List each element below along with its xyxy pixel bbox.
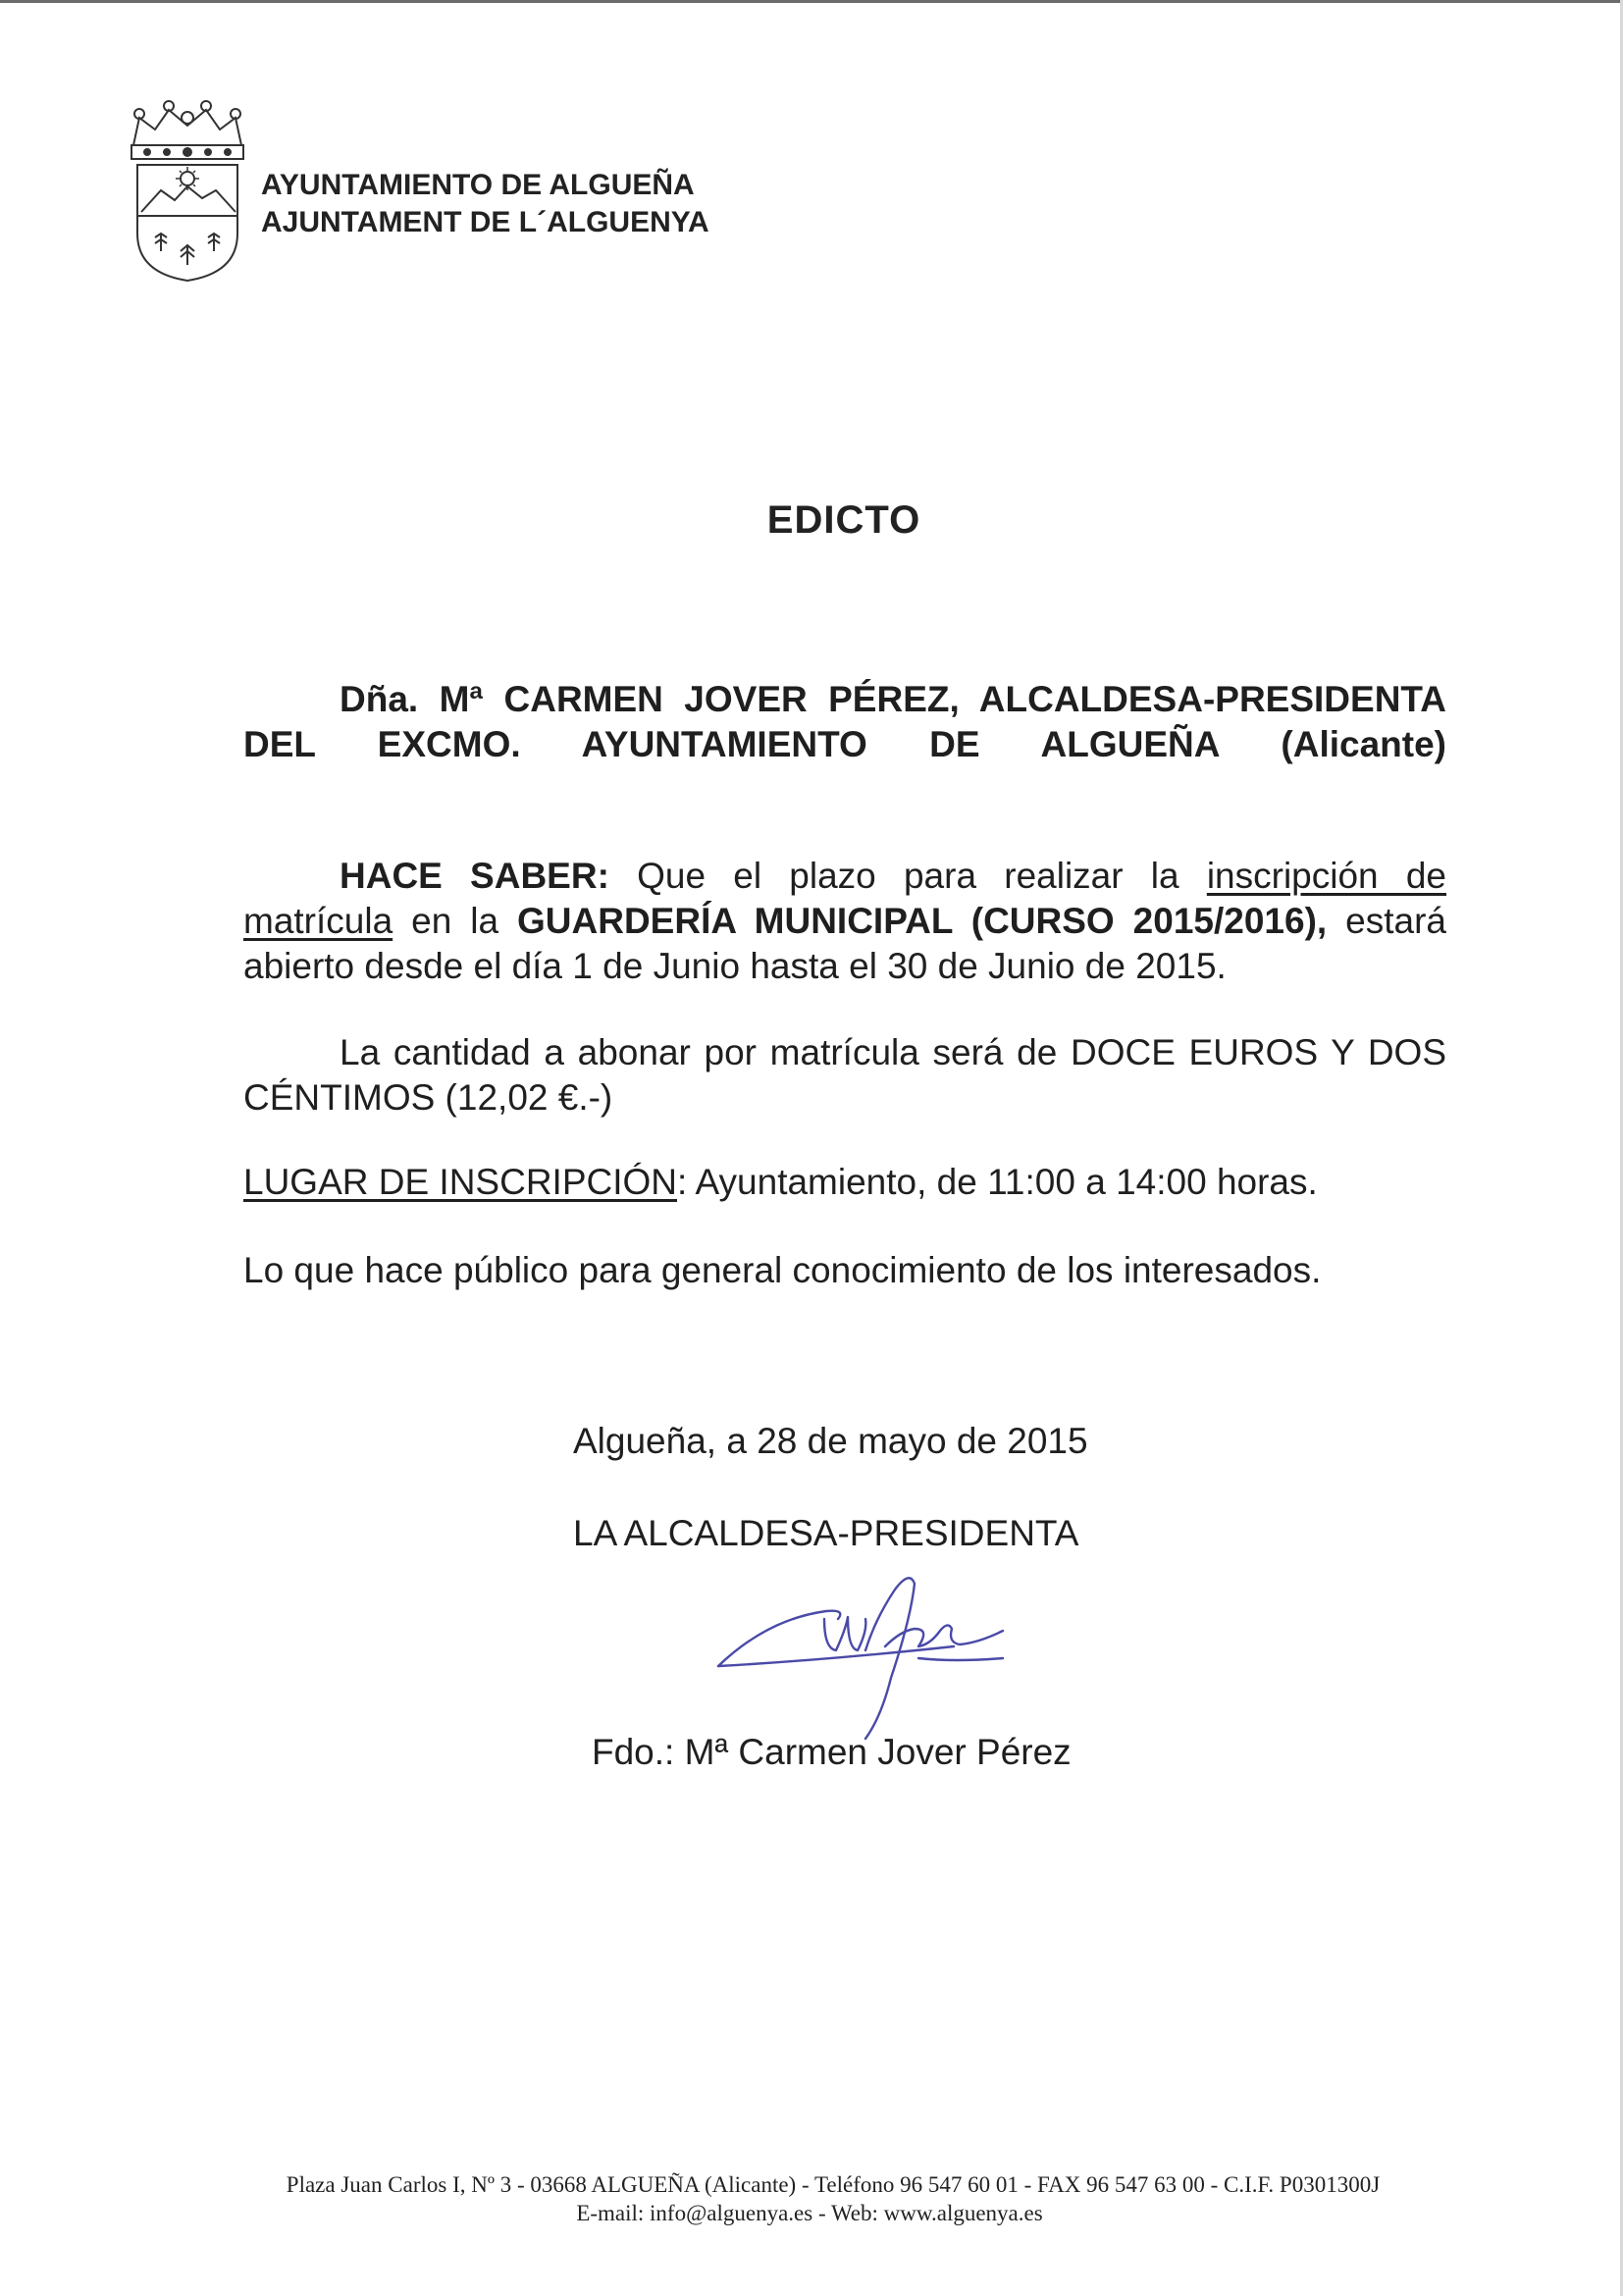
inscription-underlined: inscripción de matrícula bbox=[243, 856, 1446, 941]
guarderia-bold: GUARDERÍA MUNICIPAL (CURSO 2015/2016), bbox=[517, 901, 1328, 941]
organization-header bbox=[261, 167, 709, 241]
scan-top-edge bbox=[0, 0, 1623, 3]
hace-saber-label: HACE SABER: bbox=[340, 856, 609, 896]
footer-contact: E-mail: info@alguenya.es - Web: www.alguenya.es bbox=[576, 2201, 1043, 2225]
hace-saber-text-b: en la bbox=[393, 901, 518, 941]
signed-by: Fdo.: Mª Carmen Jover Pérez bbox=[592, 1732, 1072, 1772]
paragraph-place bbox=[243, 1160, 1446, 1205]
place-label: LUGAR DE INSCRIPCIÓN bbox=[243, 1162, 678, 1202]
organization-name-va: AJUNTAMENT DE L´ALGUENYA bbox=[261, 206, 709, 238]
footer-address: Plaza Juan Carlos I, Nº 3 - 03668 ALGUEÑA (Alicante) - Teléfono 96 547 60 01 - FAX 96 547 63 00 - C.I.F. P0301300J bbox=[286, 2172, 1381, 2197]
municipal-crest-icon bbox=[126, 96, 249, 283]
signer-role: LA ALCALDESA-PRESIDENTA bbox=[573, 1513, 1079, 1553]
place-text: : Ayuntamiento, de 11:00 a 14:00 horas. bbox=[677, 1162, 1318, 1202]
paragraph-hace-saber bbox=[243, 854, 1446, 989]
hace-saber-text-c: estará abierto desde el día 1 de Junio hasta el 30 de Junio de 2015. bbox=[243, 901, 1446, 986]
paragraph-amount: La cantidad a abonar por matrícula será de DOCE EUROS Y DOS CÉNTIMOS (12,02 €.-) bbox=[243, 1032, 1446, 1118]
paragraph-closing: Lo que hace público para general conocimiento de los interesados. bbox=[243, 1250, 1322, 1290]
hace-saber-text-a: Que el plazo para realizar la bbox=[608, 856, 1207, 896]
paragraph-mayor: Dña. Mª CARMEN JOVER PÉREZ, ALCALDESA-PRESIDENTA DEL EXCMO. AYUNTAMIENTO DE ALGUEÑA (Alicante) bbox=[243, 679, 1446, 764]
handwritten-signature bbox=[708, 1560, 1062, 1747]
document-title: EDICTO bbox=[766, 498, 921, 542]
organization-name-es: AYUNTAMIENTO DE ALGUEÑA bbox=[261, 169, 695, 201]
place-date: Algueña, a 28 de mayo de 2015 bbox=[573, 1421, 1088, 1461]
